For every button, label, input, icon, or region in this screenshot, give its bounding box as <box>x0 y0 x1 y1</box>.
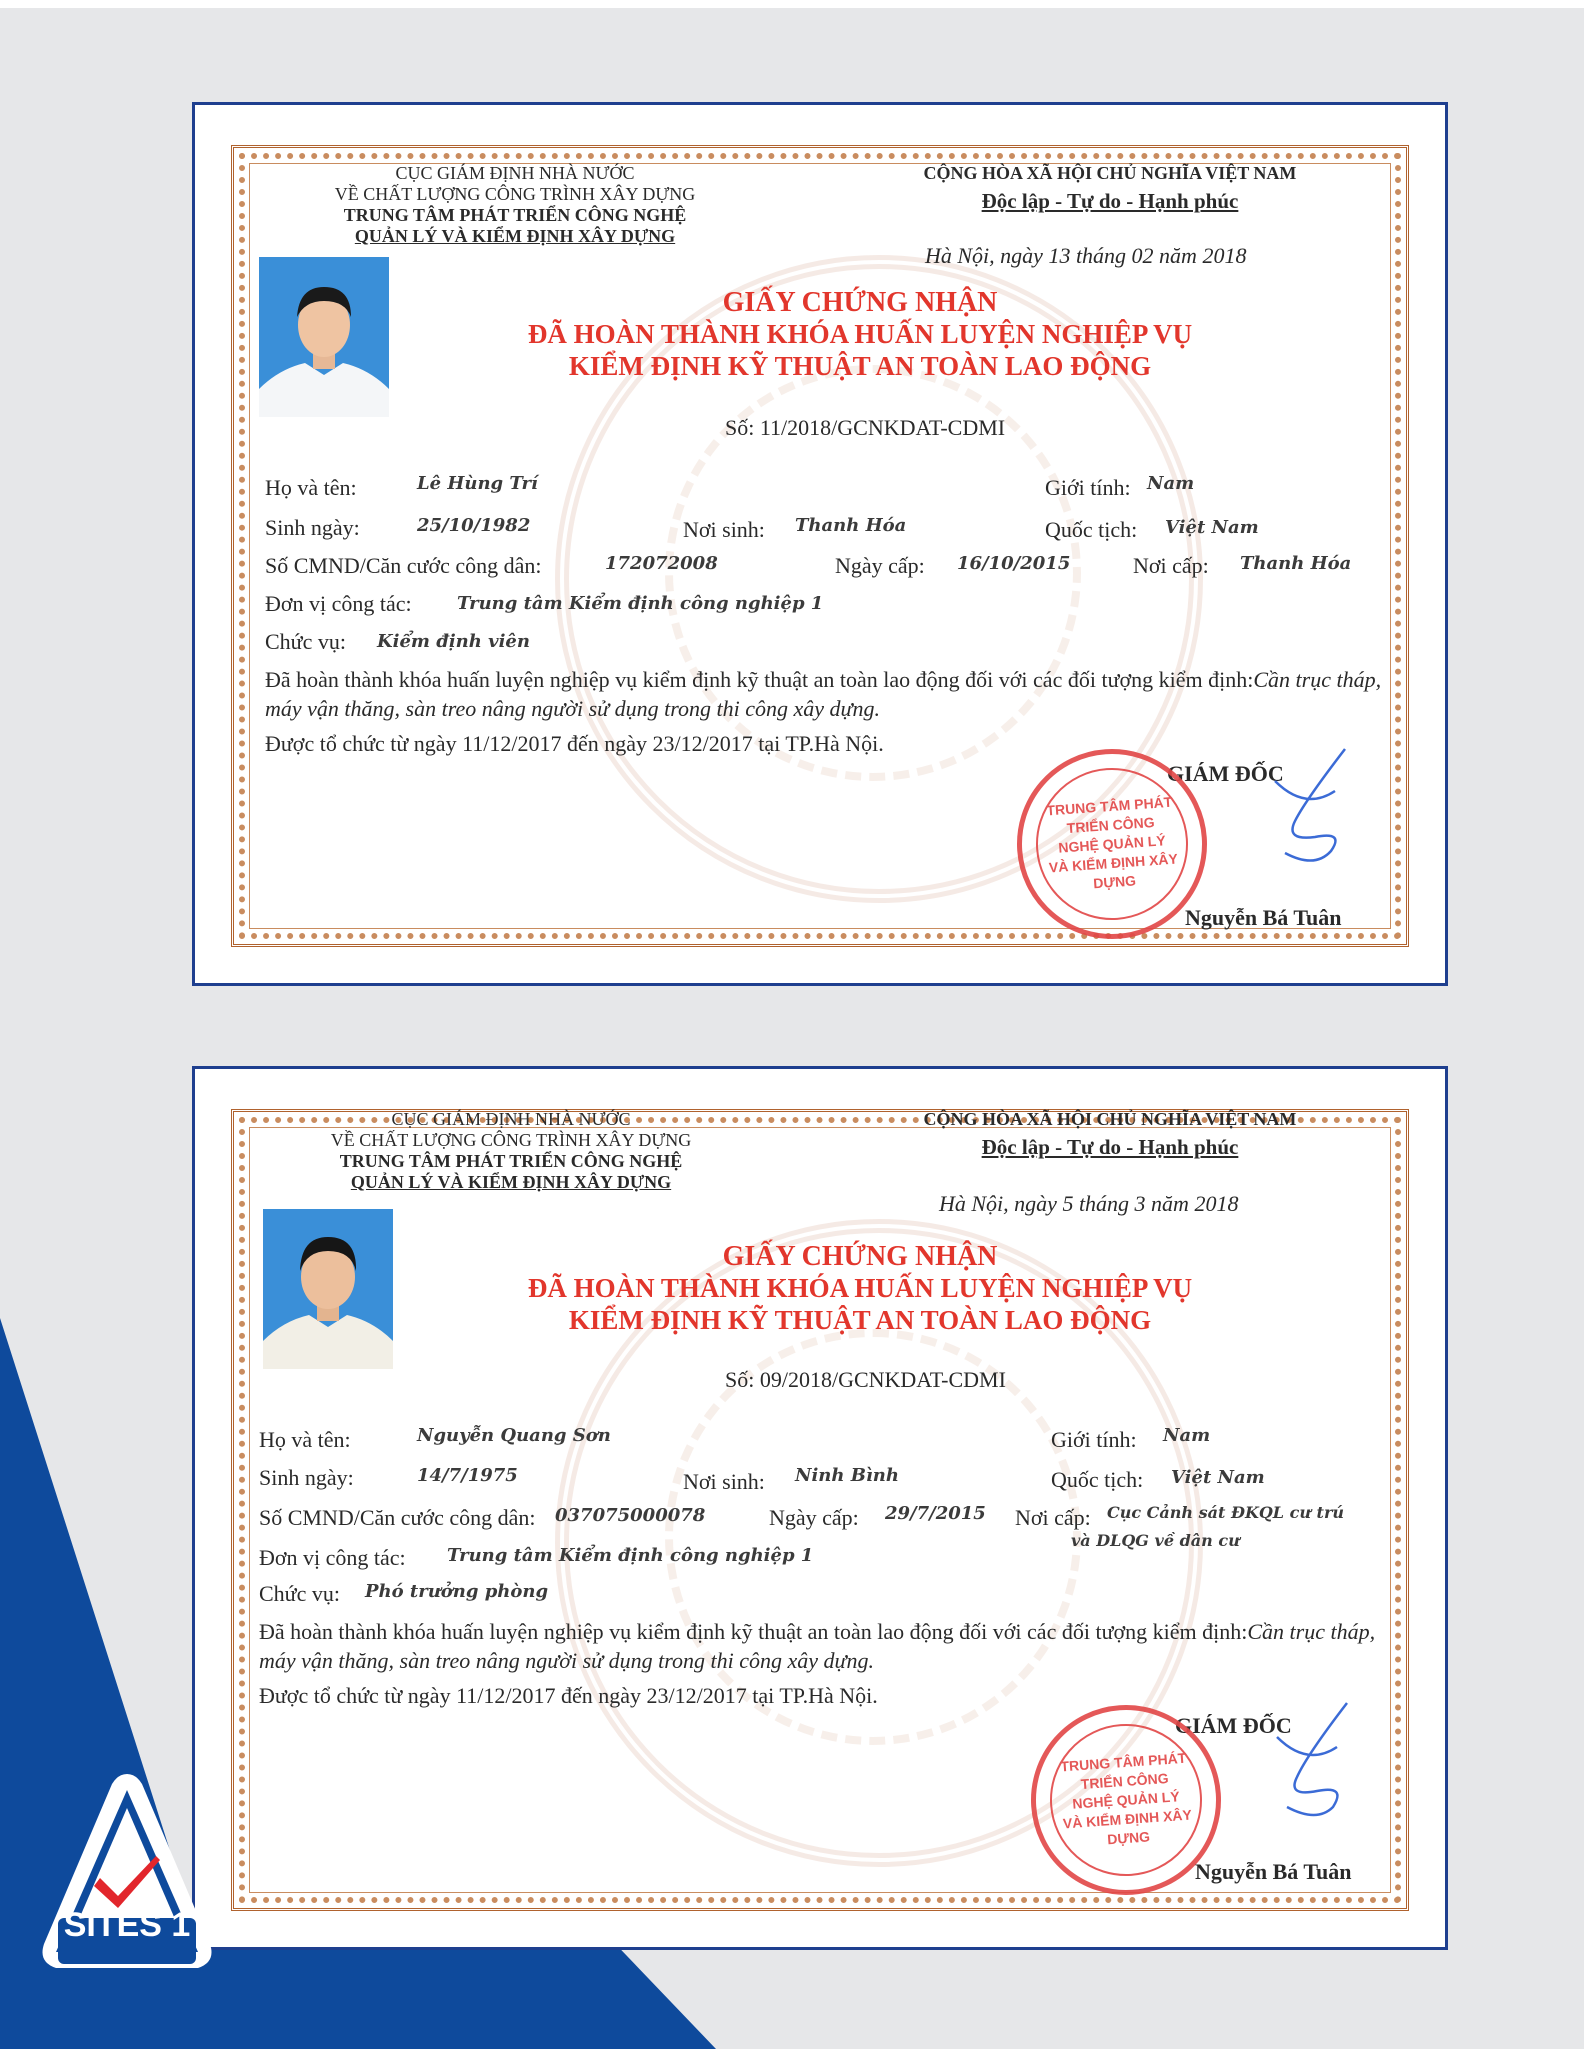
id-value: 172072008 <box>605 553 718 574</box>
completion-statement <box>265 665 1395 723</box>
agency-line-4: QUẢN LÝ VÀ KIỂM ĐỊNH XÂY DỰNG <box>350 1172 672 1192</box>
id-value: 037075000078 <box>555 1505 706 1526</box>
inspection-subjects: Cần trục tháp, máy vận thăng, sàn treo nâng người sử dụng trong thi công xây dựng. <box>259 1619 1376 1673</box>
certificate-subtitle-2: KIỂM ĐỊNH KỸ THUẬT AN TOÀN LAO ĐỘNG <box>568 351 1152 381</box>
certificate-number: Số: 11/2018/GCNKDAT-CDMI <box>725 415 1006 440</box>
certificate-title: GIẤY CHỨNG NHẬN <box>722 1241 998 1272</box>
signer-name: Nguyễn Bá Tuân <box>1195 1859 1352 1884</box>
republic-heading: CỘNG HÒA XÃ HỘI CHỦ NGHĨA VIỆT NAM <box>923 163 1297 183</box>
gender-value: Nam <box>1147 473 1195 494</box>
nationality-value: Việt Nam <box>1165 517 1259 538</box>
agency-line-3: TRUNG TÂM PHÁT TRIỂN CÔNG NGHỆ <box>343 205 687 225</box>
director-title: GIÁM ĐỐC <box>1175 1713 1292 1738</box>
pob-value: Ninh Bình <box>795 1465 899 1486</box>
id-label: Số CMND/Căn cước công dân: <box>265 553 542 578</box>
seal-text: TRUNG TÂM PHÁT TRIỂN CÔNG NGHỆ QUẢN LÝ VÀ KIỂM ĐỊNH XÂY DỰNG <box>1045 793 1179 891</box>
course-period: Được tổ chức từ ngày 11/12/2017 đến ngày 23/12/2017 tại TP.Hà Nội. <box>259 1683 878 1708</box>
position-value: Phó trưởng phòng <box>365 1581 549 1602</box>
unit-value: Trung tâm Kiểm định công nghiệp 1 <box>457 593 824 614</box>
national-motto: Độc lập - Tự do - Hạnh phúc <box>981 189 1239 213</box>
issue-date-value: 29/7/2015 <box>885 1503 986 1524</box>
seal-text: TRUNG TÂM PHÁT TRIỂN CÔNG NGHỆ QUẢN LÝ VÀ KIỂM ĐỊNH XÂY DỰNG <box>1059 1749 1193 1847</box>
issue-place-label: Nơi cấp: <box>1133 553 1209 578</box>
signature-icon <box>1235 741 1375 871</box>
agency-line-1: CỤC GIÁM ĐỊNH NHÀ NƯỚC <box>395 163 635 183</box>
inspection-subjects: Cần trục tháp, máy vận thăng, sàn treo nâng người sử dụng trong thi công xây dựng. <box>265 667 1382 721</box>
dob-value: 25/10/1982 <box>417 515 531 536</box>
pob-label: Nơi sinh: <box>683 1469 765 1494</box>
nationality-label: Quốc tịch: <box>1051 1467 1144 1492</box>
position-value: Kiểm định viên <box>377 631 530 652</box>
agency-line-2: VỀ CHẤT LƯỢNG CÔNG TRÌNH XÂY DỰNG <box>330 1130 692 1150</box>
unit-label: Đơn vị công tác: <box>259 1545 406 1570</box>
nationality-value: Việt Nam <box>1171 1467 1265 1488</box>
name-value: Lê Hùng Trí <box>417 473 538 494</box>
agency-line-2: VỀ CHẤT LƯỢNG CÔNG TRÌNH XÂY DỰNG <box>334 184 696 204</box>
signature-icon <box>1235 1695 1375 1825</box>
logo-text: SITES 1 <box>63 1906 191 1944</box>
certificate-subtitle-2: KIỂM ĐỊNH KỸ THUẬT AN TOÀN LAO ĐỘNG <box>568 1305 1152 1335</box>
gender-label: Giới tính: <box>1045 475 1131 500</box>
issue-place-value: Thanh Hóa <box>1240 553 1352 574</box>
completion-statement <box>259 1617 1389 1675</box>
director-title: GIÁM ĐỐC <box>1167 761 1284 786</box>
position-label: Chức vụ: <box>259 1581 340 1606</box>
portrait-photo <box>259 257 389 417</box>
sites1-logo <box>38 1768 216 1978</box>
certificate-number: Số: 09/2018/GCNKDAT-CDMI <box>725 1367 1006 1392</box>
issue-location-date: Hà Nội, ngày 13 tháng 02 năm 2018 <box>925 243 1247 268</box>
signer-name: Nguyễn Bá Tuân <box>1185 905 1342 930</box>
course-period: Được tổ chức từ ngày 11/12/2017 đến ngày 23/12/2017 tại TP.Hà Nội. <box>265 731 884 756</box>
agency-line-1: CỤC GIÁM ĐỊNH NHÀ NƯỚC <box>391 1109 631 1129</box>
portrait-photo <box>263 1209 393 1369</box>
issue-date-value: 16/10/2015 <box>957 553 1071 574</box>
certificate-subtitle-1: ĐÃ HOÀN THÀNH KHÓA HUẤN LUYỆN NGHIỆP VỤ <box>527 1273 1193 1303</box>
issuing-agency <box>291 1109 731 1193</box>
unit-value: Trung tâm Kiểm định công nghiệp 1 <box>447 1545 814 1566</box>
completion-text: Đã hoàn thành khóa huấn luyện nghiệp vụ kiểm định kỹ thuật an toàn lao động đối với các đối tượng kiểm định: <box>265 667 1254 692</box>
certificate-title: GIẤY CHỨNG NHẬN <box>722 287 998 318</box>
certificate-card-1 <box>192 102 1448 986</box>
name-value: Nguyễn Quang Sơn <box>417 1425 611 1446</box>
certificate-card-2 <box>192 1066 1448 1950</box>
agency-line-3: TRUNG TÂM PHÁT TRIỂN CÔNG NGHỆ <box>339 1151 683 1171</box>
issue-place-label: Nơi cấp: <box>1015 1505 1091 1530</box>
position-label: Chức vụ: <box>265 629 346 654</box>
gender-value: Nam <box>1163 1425 1211 1446</box>
id-label: Số CMND/Căn cước công dân: <box>259 1505 536 1530</box>
name-label: Họ và tên: <box>259 1427 351 1452</box>
pob-label: Nơi sinh: <box>683 517 765 542</box>
republic-heading: CỘNG HÒA XÃ HỘI CHỦ NGHĨA VIỆT NAM <box>923 1109 1297 1129</box>
gender-label: Giới tính: <box>1051 1427 1137 1452</box>
dob-label: Sinh ngày: <box>265 515 360 540</box>
issue-date-label: Ngày cấp: <box>835 553 925 578</box>
dob-label: Sinh ngày: <box>259 1465 354 1490</box>
issue-place-value: Cục Cảnh sát ĐKQL cư trú <box>1107 1503 1344 1522</box>
nationality-label: Quốc tịch: <box>1045 517 1138 542</box>
issuing-agency <box>295 163 735 247</box>
dob-value: 14/7/1975 <box>417 1465 518 1486</box>
national-motto: Độc lập - Tự do - Hạnh phúc <box>981 1135 1239 1159</box>
completion-text: Đã hoàn thành khóa huấn luyện nghiệp vụ kiểm định kỹ thuật an toàn lao động đối với các đối tượng kiểm định: <box>259 1619 1248 1644</box>
certificate-subtitle-1: ĐÃ HOÀN THÀNH KHÓA HUẤN LUYỆN NGHIỆP VỤ <box>527 319 1193 349</box>
person-portrait-icon <box>259 257 389 417</box>
person-portrait-icon <box>263 1209 393 1369</box>
name-label: Họ và tên: <box>265 475 357 500</box>
issue-location-date: Hà Nội, ngày 5 tháng 3 năm 2018 <box>939 1191 1239 1216</box>
issue-place-value-line2: và DLQG về dân cư <box>1071 1531 1240 1550</box>
unit-label: Đơn vị công tác: <box>265 591 412 616</box>
pob-value: Thanh Hóa <box>795 515 907 536</box>
issue-date-label: Ngày cấp: <box>769 1505 859 1530</box>
agency-line-4: QUẢN LÝ VÀ KIỂM ĐỊNH XÂY DỰNG <box>354 226 676 246</box>
